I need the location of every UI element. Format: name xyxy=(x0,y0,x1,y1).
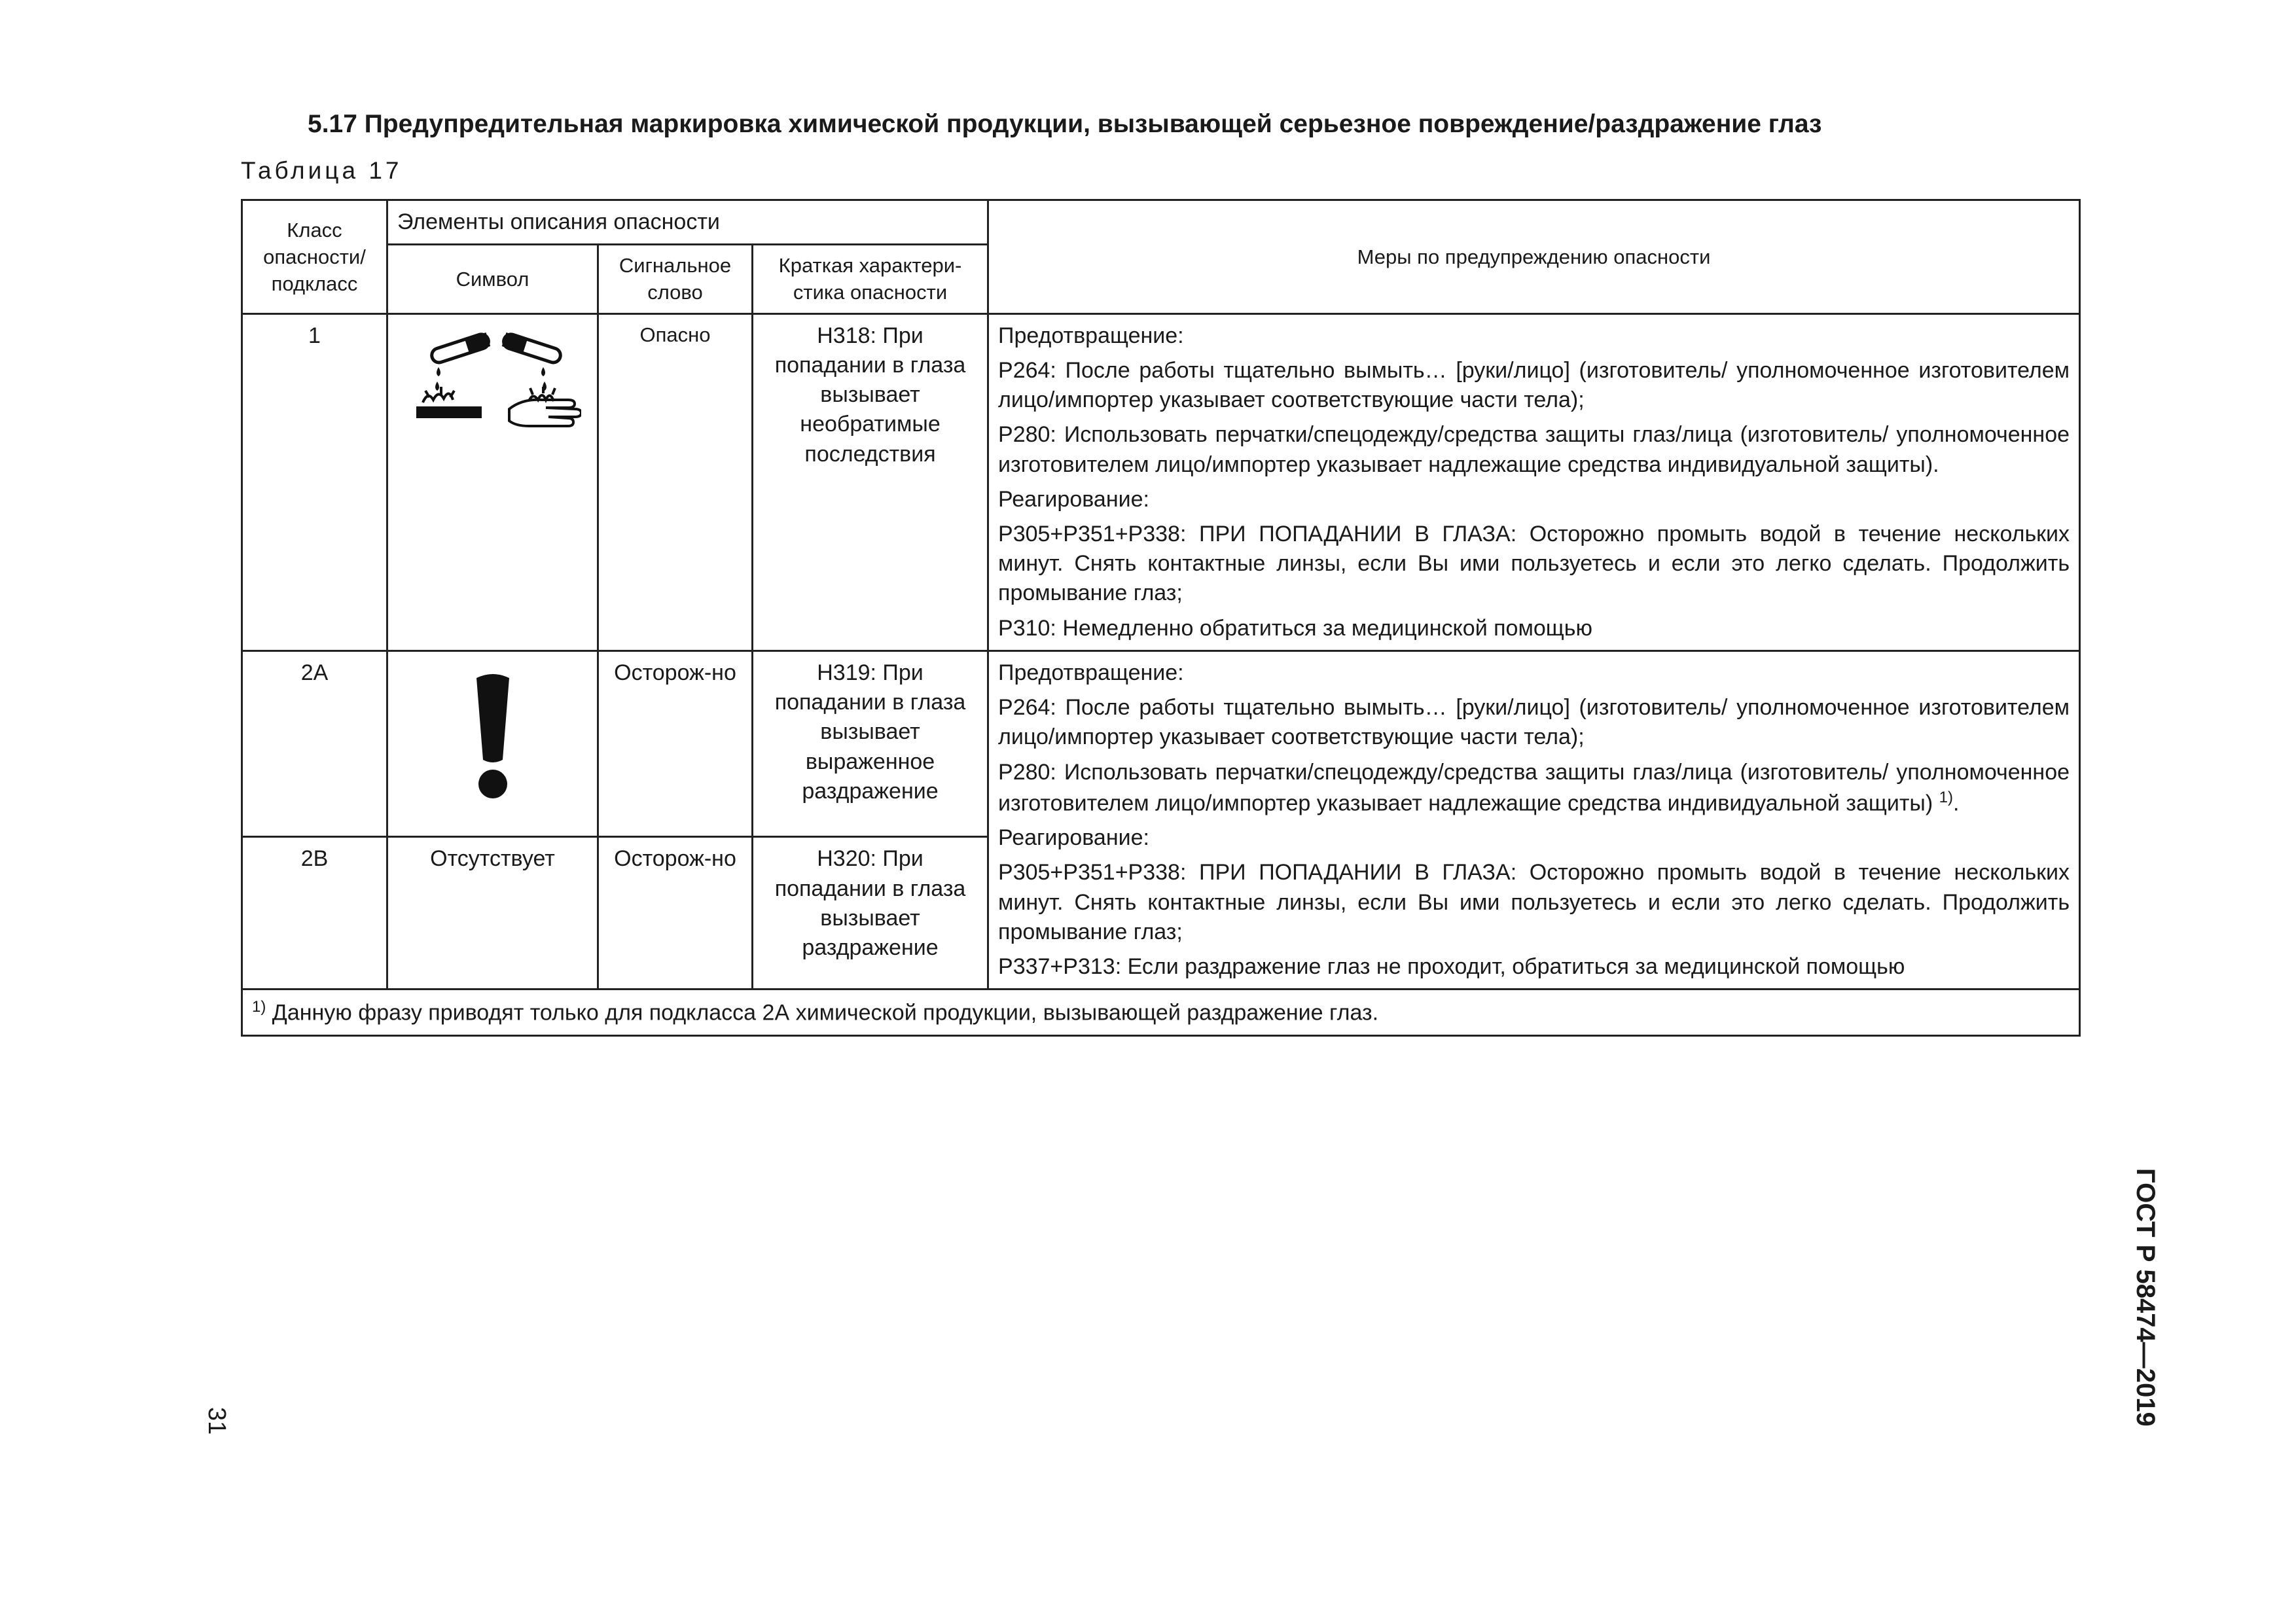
header-measures: Меры по предупреждению опасности xyxy=(988,200,2080,314)
cell-brief: H320: При попадании в глаза вызывает раздражение xyxy=(753,837,988,990)
cell-class: 2B xyxy=(242,837,387,990)
measure-line: P305+P351+P338: ПРИ ПОПАДАНИИ В ГЛАЗА: Осторожно промыть водой в течение нескольких минут. Снять контактные линзы, если Вы ими пользуетесь и если это легко сделать. Продолжить промывание глаз; xyxy=(998,860,2070,944)
cell-measures-shared xyxy=(988,651,2080,990)
footnote-mark: 1) xyxy=(252,998,266,1016)
cell-symbol: Отсутствует xyxy=(387,837,598,990)
header-brief: Краткая характери-стика опасности xyxy=(753,245,988,313)
header-symbol: Символ xyxy=(387,245,598,313)
table-label: Таблица 17 xyxy=(241,157,403,184)
header-elements: Элементы описания опасности xyxy=(387,200,988,245)
measure-line: Предотвращение: xyxy=(998,323,1184,348)
measure-line: Предотвращение: xyxy=(998,660,1184,685)
measure-line: P337+P313: Если раздражение глаз не проходит, обратиться за медицинской помощью xyxy=(998,954,1905,980)
measure-text: P280: Использовать перчатки/спецодежду/средства защиты глаз/лица (изготовитель/ уполномоченное изготовителем лицо/импортер указывает надлежащие средства индивидуальной защиты) xyxy=(998,759,2070,816)
measure-line: P305+P351+P338: ПРИ ПОПАДАНИИ В ГЛАЗА: Осторожно промыть водой в течение нескольких минут. Снять контактные линзы, если Вы ими пользуетесь и если это легко сделать. Продолжить промывание глаз; xyxy=(998,521,2070,606)
hazard-table xyxy=(241,199,2081,1037)
cell-brief: H318: При попадании в глаза вызывает необратимые последствия xyxy=(753,313,988,651)
gost-designation: ГОСТ Р 58474—2019 xyxy=(2131,1168,2160,1427)
section-title: 5.17 Предупредительная маркировка химической продукции, вызывающей серьезное повреждение/раздражение глаз xyxy=(308,110,1822,138)
footnote-ref: 1) xyxy=(1939,788,1953,806)
cell-measures xyxy=(988,313,2080,651)
measure-line: P310: Немедленно обратиться за медицинской помощью xyxy=(998,615,1592,641)
cell-class: 1 xyxy=(242,313,387,651)
measure-end: . xyxy=(1952,791,1960,816)
cell-brief: H319: При попадании в глаза вызывает выраженное раздражение xyxy=(753,651,988,837)
measure-line: P264: После работы тщательно вымыть… [руки/лицо] (изготовитель/ уполномоченное изготовителем лицо/импортер указывает соответствующие части тела); xyxy=(998,695,2070,750)
footnote-row xyxy=(242,990,2080,1036)
measure-line: Реагирование: xyxy=(998,825,1149,851)
measure-line: Реагирование: xyxy=(998,486,1149,512)
cell-signal: Опасно xyxy=(598,313,753,651)
cell-class: 2A xyxy=(242,651,387,837)
table-row-class-2a xyxy=(242,651,2080,837)
measure-line: P264: После работы тщательно вымыть… [руки/лицо] (изготовитель/ уполномоченное изготовителем лицо/импортер указывает соответствующие части тела); xyxy=(998,357,2070,413)
cell-symbol xyxy=(387,313,598,651)
measure-line: P280: Использовать перчатки/спецодежду/средства защиты глаз/лица (изготовитель/ уполномоченное изготовителем лицо/импортер указывает надлежащие средства индивидуальной защиты). xyxy=(998,422,2070,477)
header-signal: Сигнальное слово xyxy=(598,245,753,313)
cell-signal: Осторож-но xyxy=(598,651,753,837)
header-class: Класс опасности/ подкласс xyxy=(242,200,387,314)
measure-line xyxy=(998,758,2070,819)
table-row-class-1 xyxy=(242,313,2080,651)
footnote-text: Данную фразу приводят только для подкласса 2А химической продукции, вызывающей раздражение глаз. xyxy=(266,1000,1379,1026)
header-row xyxy=(242,200,2080,245)
exclamation-mark-icon xyxy=(470,671,516,802)
cell-symbol xyxy=(387,651,598,837)
footnote xyxy=(242,990,2080,1036)
corrosion-icon xyxy=(404,329,581,427)
cell-signal: Осторож-но xyxy=(598,837,753,990)
page-number: 31 xyxy=(203,1407,230,1435)
